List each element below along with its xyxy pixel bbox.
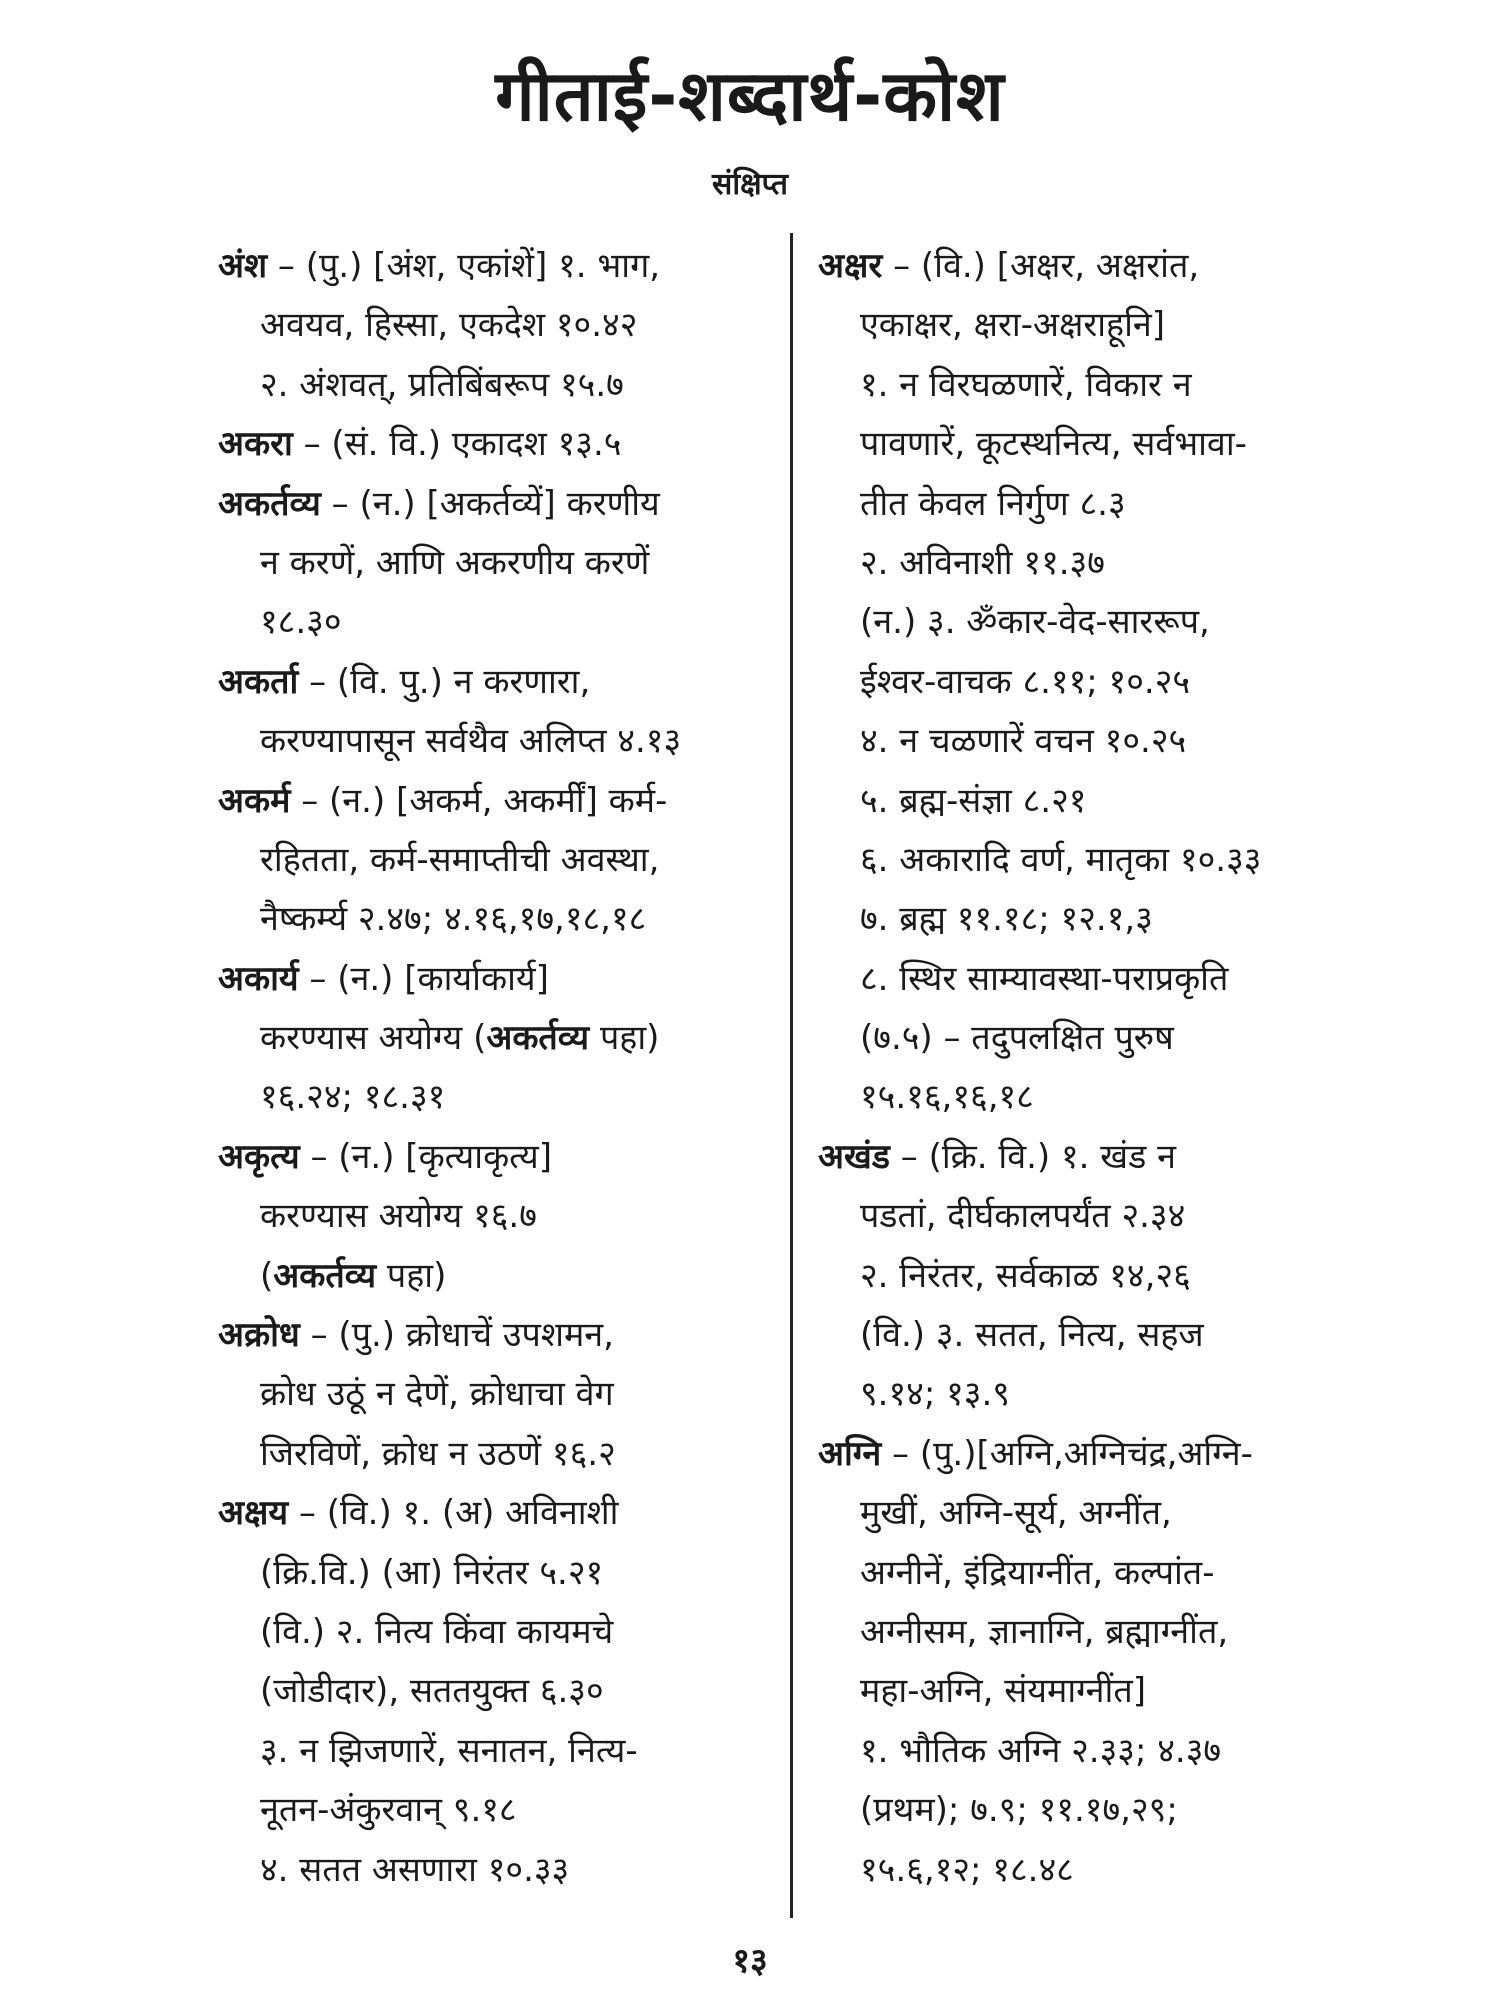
entry-text: १८.३० [260, 602, 342, 643]
entry-text: ९.१४; १३.९ [860, 1374, 1010, 1415]
entry-text: – (वि.) १. (अ) अविनाशी [288, 1493, 619, 1534]
entry-text: ४. न चळणारें वचन १०.२५ [860, 721, 1187, 762]
entry-line [818, 890, 1348, 949]
entry-line [218, 1544, 778, 1603]
entry-text: ८. स्थिर साम्यावस्था-पराप्रकृति [860, 958, 1229, 999]
entry-line [818, 1603, 1348, 1662]
entry-text: (७.५) – तदुपलक्षित पुरुष [860, 1018, 1174, 1059]
entry-line [218, 296, 778, 355]
entry-text: जिरविणें, क्रोध न उठणें १६.२ [260, 1433, 616, 1474]
entry-line [218, 1841, 778, 1900]
entry-text: ६. अकारादि वर्ण, मातृका १०.३३ [860, 839, 1262, 880]
entry-line [818, 1365, 1348, 1424]
entry-text: – (वि.) [अक्षर, अक्षरांत, [882, 246, 1200, 286]
entry-line [818, 1544, 1348, 1603]
cross-reference: अकर्तव्य [486, 1018, 590, 1059]
entry-headword-line [218, 1484, 778, 1543]
entry-line [218, 712, 778, 771]
entry-line [218, 1662, 778, 1721]
entry-line [818, 772, 1348, 831]
headword: अग्नि [818, 1433, 882, 1474]
entry-text: क्रोध उठूं न देणें, क्रोधाचा वेग [260, 1374, 614, 1415]
left-column [218, 237, 778, 1900]
entry-headword-line [218, 475, 778, 534]
entry-line [818, 1187, 1348, 1246]
entry-line [218, 1425, 778, 1484]
entry-text: २. अंशवत्, प्रतिबिंबरूप १५.७ [260, 364, 624, 405]
entry-text: – (न.) [अकर्तव्यें] करणीय [320, 483, 660, 524]
entry-text: मुखीं, अग्नि-सूर्य, अग्नींत, [860, 1493, 1172, 1534]
entry-text: (क्रि.वि.) (आ) निरंतर ५.२१ [260, 1552, 604, 1593]
column-divider [790, 233, 793, 1918]
entry-text: १. न विरघळणारें, विकार न [860, 364, 1192, 405]
entry-line [218, 1722, 778, 1781]
entry-text: १६.२४; १८.३१ [260, 1077, 446, 1118]
entry-text: ईश्वर-वाचक ८.११; १०.२५ [860, 661, 1191, 702]
entry-text: नैष्कर्म्य २.४७; ४.१६,१७,१८,१८ [260, 899, 647, 940]
entry-text: – (वि. पु.) न करणारा, [298, 661, 591, 702]
entry-text: एकाक्षर, क्षरा-अक्षराहूनि] [860, 305, 1166, 346]
entry-text: १५.६,१२; १८.४८ [860, 1849, 1074, 1890]
entry-text: पहा) [376, 1255, 447, 1296]
entry-line [818, 712, 1348, 771]
entry-text: – (सं. वि.) एकादश १३.५ [292, 424, 622, 465]
headword: अकृत्य [218, 1136, 300, 1177]
entry-line [218, 1187, 778, 1246]
entry-text: (न.) ३. ॐकार-वेद-साररूप, [860, 602, 1210, 643]
entry-text: ५. ब्रह्म-संज्ञा ८.२१ [860, 780, 1087, 821]
headword: अक्रोध [218, 1315, 300, 1356]
entry-line [218, 1603, 778, 1662]
entry-text: अग्नीसम, ज्ञानाग्नि, ब्रह्माग्नींत, [860, 1611, 1229, 1652]
entry-line [818, 415, 1348, 474]
entry-text: (जोडीदार), सततयुक्त ६.३० [260, 1671, 604, 1712]
entry-text: (प्रथम); ७.९; ११.१७,२९; [860, 1790, 1178, 1831]
entry-text: (वि.) २. नित्य किंवा कायमचे [260, 1611, 614, 1652]
cross-reference: अकर्तव्य [273, 1255, 377, 1296]
entry-line [818, 296, 1348, 355]
entry-text: – (न.) [अकर्म, अकर्मीं] कर्म- [290, 780, 668, 821]
entry-text: पडतां, दीर्घकालपर्यंत २.३४ [860, 1196, 1186, 1237]
entry-headword-line [218, 772, 778, 831]
entry-line [218, 831, 778, 890]
entry-line [818, 534, 1348, 593]
entry-text: अग्नीनें, इंद्रियाग्नींत, कल्पांत- [860, 1552, 1215, 1593]
entry-headword-line [818, 1128, 1348, 1187]
entry-line [218, 1781, 778, 1840]
headword: अक्षय [218, 1493, 289, 1534]
entry-line [818, 593, 1348, 652]
headword: अक्षर [818, 246, 883, 286]
page-subtitle: संक्षिप्त [712, 167, 788, 202]
entry-headword-line [218, 415, 778, 474]
entry-text: – (न.) [कार्याकार्य] [298, 958, 549, 999]
headword: अकार्य [218, 958, 299, 999]
entry-text: २. निरंतर, सर्वकाळ १४,२६ [860, 1255, 1191, 1296]
entry-line [818, 653, 1348, 712]
entry-line [218, 356, 778, 415]
entry-text: ३. न झिजणारें, सनातन, नित्य- [260, 1730, 638, 1771]
entry-headword-line [218, 1306, 778, 1365]
entry-text: ४. सतत असणारा १०.३३ [260, 1849, 570, 1890]
headword: अकर्ता [218, 661, 299, 702]
entry-text: (वि.) ३. सतत, नित्य, सहज [860, 1315, 1204, 1356]
entry-text: – (पु.) क्रोधाचें उपशमन, [299, 1315, 614, 1356]
headword: अंश [218, 246, 268, 286]
entry-line [818, 475, 1348, 534]
right-column [818, 237, 1348, 1900]
entry-text: अवयव, हिस्सा, एकदेश १०.४२ [260, 305, 638, 346]
entry-line [218, 534, 778, 593]
entry-text: तीत केवल निर्गुण ८.३ [860, 483, 1126, 524]
entry-line [818, 950, 1348, 1009]
entry-line [818, 1484, 1348, 1543]
entry-line [218, 1009, 778, 1068]
entry-line [818, 356, 1348, 415]
entry-text: रहितता, कर्म-समाप्तीची अवस्था, [260, 839, 660, 880]
entry-headword-line [218, 653, 778, 712]
entry-headword-line [818, 237, 1348, 296]
entry-line [818, 1247, 1348, 1306]
headword: अकरा [218, 424, 293, 465]
entry-headword-line [818, 1425, 1348, 1484]
entry-text: १. भौतिक अग्नि २.३३; ४.३७ [860, 1730, 1222, 1771]
entry-text: १५.१६,१६,१८ [860, 1077, 1034, 1118]
entry-text: – (न.) [कृत्याकृत्य] [299, 1136, 553, 1177]
entry-text: ( [260, 1255, 274, 1296]
entry-text: ७. ब्रह्म ११.१८; १२.१,३ [860, 899, 1153, 940]
entry-line [818, 1781, 1348, 1840]
entry-line [218, 890, 778, 949]
entry-line [218, 1068, 778, 1127]
page-number: १३ [732, 1941, 768, 1981]
entry-text: करण्यास अयोग्य १६.७ [260, 1196, 537, 1237]
entry-line [818, 1306, 1348, 1365]
entry-text: पावणारें, कूटस्थनित्य, सर्वभावा- [860, 424, 1247, 465]
headword: अखंड [818, 1136, 890, 1177]
entry-line [818, 831, 1348, 890]
headword: अकर्तव्य [218, 483, 321, 524]
entry-text: करण्यापासून सर्वथैव अलिप्त ४.१३ [260, 721, 682, 762]
entry-line [818, 1841, 1348, 1900]
entry-text: नूतन-अंकुरवान् ९.१८ [260, 1790, 517, 1831]
page-title: गीताई-शब्दार्थ-कोश [495, 55, 1005, 137]
entry-line [818, 1009, 1348, 1068]
entry-headword-line [218, 1128, 778, 1187]
entry-text: पहा) [589, 1018, 660, 1059]
entry-line [818, 1662, 1348, 1721]
entry-headword-line [218, 950, 778, 1009]
entry-text: – (क्रि. वि.) १. खंड न [889, 1136, 1176, 1177]
entry-text: करण्यास अयोग्य ( [260, 1018, 487, 1059]
headword: अकर्म [218, 780, 291, 821]
entry-line [818, 1068, 1348, 1127]
entry-line [218, 1247, 778, 1306]
entry-text: – (पु.)[अग्नि,अग्निचंद्र,अग्नि- [881, 1433, 1253, 1474]
entry-line [218, 1365, 778, 1424]
entry-text: न करणें, आणि अकरणीय करणें [260, 542, 650, 583]
entry-text: – (पु.) [अंश, एकांशें] १. भाग, [267, 246, 661, 286]
entry-line [818, 1722, 1348, 1781]
entry-text: २. अविनाशी ११.३७ [860, 542, 1105, 583]
entry-text: महा-अग्नि, संयमाग्नींत] [860, 1671, 1146, 1712]
entry-line [218, 593, 778, 652]
entry-headword-line [218, 237, 778, 296]
